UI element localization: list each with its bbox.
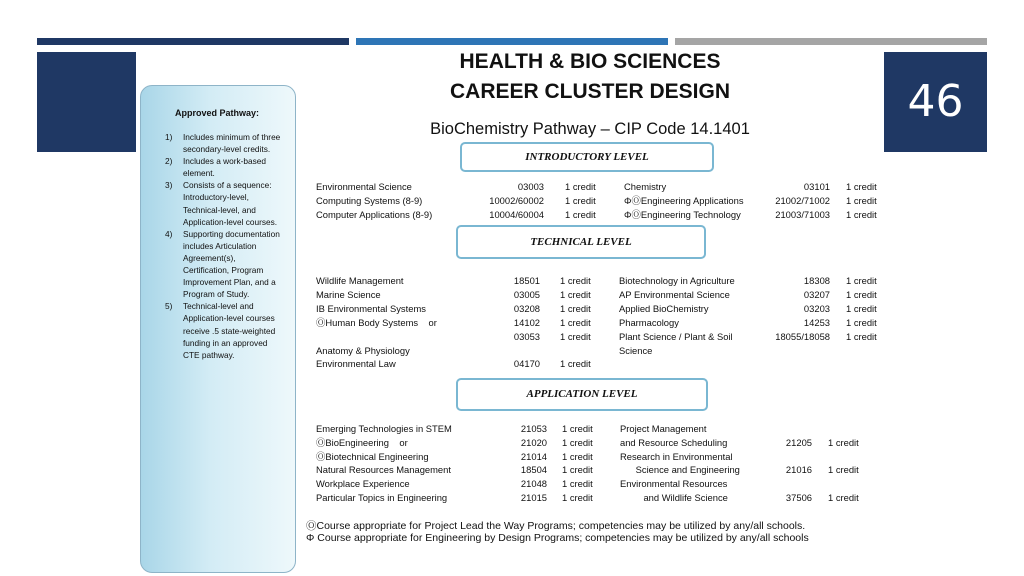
footnote-ebd: Φ Course appropriate for Engineering by Design Programs; competencies may be utilized by any/all schools — [306, 532, 809, 544]
course-credit: 1 credit — [846, 209, 877, 220]
course-code: 21048 — [520, 478, 547, 489]
course-name: Computer Applications (8-9) — [316, 209, 433, 220]
course-code: 03208 — [513, 303, 540, 314]
course-name: ⓄHuman Body Systems or — [316, 317, 437, 328]
panel-item-num: 5) — [165, 301, 173, 312]
course-code: 37506 — [785, 492, 812, 503]
course-code: 21205 — [785, 437, 812, 448]
course-name: ⓄBioEngineering or — [316, 437, 408, 448]
slide-title-line2: CAREER CLUSTER DESIGN — [449, 80, 731, 103]
panel-item — [165, 300, 283, 360]
course-name: Particular Topics in Engineering — [316, 492, 448, 503]
course-code: 03203 — [803, 303, 830, 314]
course-code: 18501 — [513, 275, 540, 286]
course-credit: 1 credit — [846, 303, 877, 314]
panel-title: Approved Pathway: — [175, 108, 260, 118]
header-bar-blue — [356, 38, 668, 45]
course-name: Environmental Resources — [620, 478, 728, 489]
course-name: Project Management — [620, 423, 707, 434]
course-credit: 1 credit — [828, 437, 859, 448]
course-code: 21053 — [520, 423, 547, 434]
application-level-label: APPLICATION LEVEL — [456, 378, 708, 411]
course-name: IB Environmental Systems — [316, 303, 426, 314]
course-name: Applied BioChemistry — [619, 303, 709, 314]
course-credit: 1 credit — [560, 289, 591, 300]
course-code: 21016 — [785, 464, 812, 475]
course-code: 03053 — [513, 331, 540, 342]
course-credit: 1 credit — [560, 317, 591, 328]
course-credit: 1 credit — [560, 331, 591, 342]
course-name: Natural Resources Management — [316, 464, 451, 475]
course-credit: 1 credit — [828, 464, 859, 475]
course-code: 14253 — [803, 317, 830, 328]
course-code: 10004/60004 — [489, 209, 544, 220]
course-name: Emerging Technologies in STEM — [316, 423, 452, 434]
course-credit: 1 credit — [846, 195, 877, 206]
panel-list — [165, 131, 283, 361]
course-credit: 1 credit — [562, 464, 593, 475]
course-code: 04170 — [513, 358, 540, 369]
course-name: ΦⓄEngineering Technology — [624, 209, 741, 220]
course-name: Workplace Experience — [316, 478, 410, 489]
course-credit: 1 credit — [562, 423, 593, 434]
course-code: 21003/71003 — [775, 209, 830, 220]
course-name: Plant Science / Plant & Soil — [619, 331, 733, 342]
course-name: ΦⓄEngineering Applications — [624, 195, 744, 206]
panel-item-text: Supporting documentation includes Articulation Agreement(s), Certification, Program Improvement Plan, and a Program of Study. — [183, 228, 280, 300]
course-credit: 1 credit — [846, 331, 877, 342]
course-name: and Resource Scheduling — [620, 437, 728, 448]
course-credit: 1 credit — [846, 181, 877, 192]
course-credit: 1 credit — [562, 437, 593, 448]
header-bar-dark — [37, 38, 349, 45]
panel-item-text: Includes a work-based element. — [183, 156, 267, 179]
course-name: ⓄBiotechnical Engineering — [316, 451, 429, 462]
panel-item — [165, 179, 283, 227]
slide-title-line1: HEALTH & BIO SCIENCES — [459, 50, 721, 73]
course-name: Biotechnology in Agriculture — [619, 275, 735, 286]
approved-pathway-panel — [140, 85, 296, 573]
course-name: Science and Engineering — [620, 464, 740, 475]
left-accent-block — [37, 52, 136, 152]
course-code: 18308 — [803, 275, 830, 286]
course-code: 21014 — [520, 451, 547, 462]
slide-number: 46 — [884, 52, 987, 152]
course-credit: 1 credit — [560, 275, 591, 286]
course-name: Pharmacology — [619, 317, 679, 328]
course-credit: 1 credit — [560, 358, 591, 369]
course-credit: 1 credit — [846, 289, 877, 300]
course-credit: 1 credit — [562, 451, 593, 462]
course-code: 21020 — [520, 437, 547, 448]
course-name: Anatomy & Physiology — [316, 345, 410, 356]
panel-item-num: 3) — [165, 180, 173, 191]
course-credit: 1 credit — [565, 181, 596, 192]
course-code: 03003 — [517, 181, 544, 192]
panel-item — [165, 155, 283, 179]
course-credit: 1 credit — [828, 492, 859, 503]
course-code: 03101 — [803, 181, 830, 192]
panel-item-num: 1) — [165, 132, 173, 142]
course-credit: 1 credit — [846, 275, 877, 286]
header-bar-gray — [675, 38, 987, 45]
course-code: 03005 — [513, 289, 540, 300]
panel-item — [165, 131, 283, 155]
course-name: Research in Environmental — [620, 451, 733, 462]
introductory-level-label: INTRODUCTORY LEVEL — [460, 142, 714, 172]
course-code: 21015 — [520, 492, 547, 503]
panel-item-text: Includes minimum of three secondary-level credits. — [183, 132, 281, 155]
course-name: Computing Systems (8-9) — [316, 195, 423, 206]
panel-item — [165, 228, 283, 301]
course-credit: 1 credit — [565, 209, 596, 220]
panel-item-num: 4) — [165, 228, 173, 239]
course-code: 18504 — [520, 464, 547, 475]
technical-level-label: TECHNICAL LEVEL — [456, 225, 706, 259]
course-name: Marine Science — [316, 289, 381, 300]
course-name: AP Environmental Science — [619, 289, 730, 300]
slide-subtitle: BioChemistry Pathway – CIP Code 14.1401 — [430, 120, 750, 138]
course-name: and Wildlife Science — [620, 492, 728, 503]
course-name: Chemistry — [624, 181, 667, 192]
course-credit: 1 credit — [562, 492, 593, 503]
panel-item-num: 2) — [165, 156, 173, 167]
course-name: Science — [619, 345, 653, 356]
course-credit: 1 credit — [560, 303, 591, 314]
course-code: 14102 — [513, 317, 540, 328]
panel-item-text: Consists of a sequence: Introductory-level, Technical-level, and Application-level courses. — [183, 180, 278, 227]
course-name: Environmental Law — [316, 358, 396, 369]
course-name: Wildlife Management — [316, 275, 404, 286]
course-code: 21002/71002 — [775, 195, 830, 206]
course-credit: 1 credit — [562, 478, 593, 489]
course-code: 10002/60002 — [489, 195, 544, 206]
footnote-pltw: ⓄCourse appropriate for Project Lead the Way Programs; competencies may be utilized by any/all schools. — [306, 520, 806, 532]
panel-item-text: Technical-level and Application-level courses receive .5 state-weighted funding in an approved CTE pathway. — [183, 301, 276, 360]
course-code: 03207 — [803, 289, 830, 300]
course-code: 18055/18058 — [775, 331, 830, 342]
course-name: Environmental Science — [316, 181, 412, 192]
course-credit: 1 credit — [846, 317, 877, 328]
course-credit: 1 credit — [565, 195, 596, 206]
